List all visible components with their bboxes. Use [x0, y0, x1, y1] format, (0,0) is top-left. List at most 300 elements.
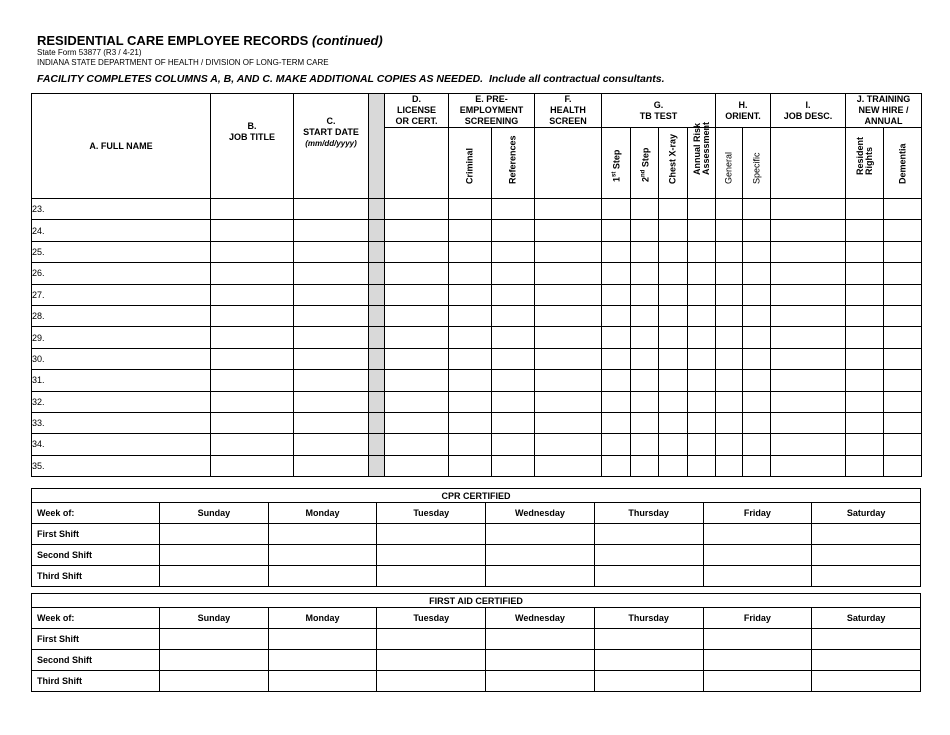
entry-cell[interactable]	[846, 370, 884, 391]
entry-cell[interactable]	[211, 455, 294, 476]
entry-cell[interactable]	[688, 391, 716, 412]
cpr-entry-cell[interactable]	[160, 524, 269, 545]
first-aid-entry-cell[interactable]	[594, 650, 703, 671]
first-aid-entry-cell[interactable]	[268, 671, 377, 692]
entry-cell[interactable]	[385, 455, 449, 476]
entry-cell[interactable]	[294, 412, 369, 433]
entry-cell[interactable]	[449, 220, 492, 241]
entry-cell[interactable]	[602, 263, 631, 284]
row-number[interactable]: 33.	[32, 412, 211, 433]
entry-cell[interactable]	[492, 370, 535, 391]
entry-cell[interactable]	[492, 327, 535, 348]
entry-cell[interactable]	[535, 455, 602, 476]
entry-cell[interactable]	[449, 241, 492, 262]
cpr-shift-row	[32, 524, 921, 545]
first-aid-certified-table	[31, 593, 921, 692]
col-g-line1: TB TEST	[639, 110, 678, 121]
entry-cell[interactable]	[385, 263, 449, 284]
entry-cell[interactable]	[716, 370, 743, 391]
entry-cell[interactable]	[211, 220, 294, 241]
entry-cell[interactable]	[846, 241, 884, 262]
entry-cell[interactable]	[743, 370, 771, 391]
entry-cell[interactable]	[535, 412, 602, 433]
col-d-line1: LICENSE	[396, 105, 436, 115]
entry-cell[interactable]	[688, 327, 716, 348]
cpr-shift-label: Third Shift	[32, 566, 160, 587]
col-e-line1: E. PRE-	[475, 94, 508, 104]
col-e-line2: EMPLOYMENT	[459, 105, 524, 115]
entry-cell[interactable]	[688, 412, 716, 433]
entry-cell[interactable]	[535, 263, 602, 284]
entry-cell[interactable]	[492, 305, 535, 326]
gray-separator-cell	[369, 412, 385, 433]
entry-cell[interactable]	[631, 455, 659, 476]
entry-cell[interactable]	[492, 455, 535, 476]
first-aid-days-row	[32, 608, 921, 629]
entry-cell[interactable]	[602, 199, 631, 220]
cpr-days-row	[32, 503, 921, 524]
entry-cell[interactable]	[688, 305, 716, 326]
entry-cell[interactable]	[602, 241, 631, 262]
first-aid-entry-cell[interactable]	[703, 671, 812, 692]
entry-cell[interactable]	[743, 220, 771, 241]
entry-cell[interactable]	[211, 263, 294, 284]
entry-cell[interactable]	[846, 199, 884, 220]
cpr-entry-cell[interactable]	[812, 545, 921, 566]
first-aid-day-tuesday: Tuesday	[377, 608, 486, 629]
entry-cell[interactable]	[659, 370, 688, 391]
entry-cell[interactable]	[716, 327, 743, 348]
entry-cell[interactable]	[659, 348, 688, 369]
col-d-header	[385, 94, 449, 128]
row-number[interactable]: 25.	[32, 241, 211, 262]
entry-cell[interactable]	[743, 241, 771, 262]
entry-cell[interactable]	[631, 284, 659, 305]
first-aid-entry-cell[interactable]	[486, 671, 595, 692]
entry-cell[interactable]	[884, 220, 922, 241]
col-b-label: JOB TITLE	[228, 132, 275, 142]
entry-cell[interactable]	[884, 348, 922, 369]
entry-cell[interactable]	[449, 327, 492, 348]
entry-cell[interactable]	[716, 348, 743, 369]
entry-cell[interactable]	[385, 305, 449, 326]
row-number[interactable]: 30.	[32, 348, 211, 369]
entry-cell[interactable]	[631, 412, 659, 433]
entry-cell[interactable]	[688, 370, 716, 391]
entry-cell[interactable]	[535, 241, 602, 262]
col-h-specific-label: Specific	[751, 152, 761, 184]
entry-cell[interactable]	[535, 327, 602, 348]
cpr-shift-row	[32, 545, 921, 566]
entry-cell[interactable]	[492, 220, 535, 241]
entry-cell[interactable]	[743, 348, 771, 369]
entry-cell[interactable]	[492, 412, 535, 433]
entry-cell[interactable]	[492, 348, 535, 369]
entry-cell[interactable]	[535, 391, 602, 412]
table-row	[32, 220, 922, 241]
first-aid-entry-cell[interactable]	[160, 671, 269, 692]
entry-cell[interactable]	[884, 327, 922, 348]
entry-cell[interactable]	[631, 327, 659, 348]
entry-cell[interactable]	[211, 199, 294, 220]
first-aid-entry-cell[interactable]	[160, 650, 269, 671]
entry-cell[interactable]	[492, 391, 535, 412]
entry-cell[interactable]	[449, 434, 492, 455]
first-aid-entry-cell[interactable]	[377, 629, 486, 650]
entry-cell[interactable]	[688, 263, 716, 284]
entry-cell[interactable]	[492, 263, 535, 284]
col-j-dementia	[884, 128, 922, 199]
entry-cell[interactable]	[492, 241, 535, 262]
entry-cell[interactable]	[631, 434, 659, 455]
entry-cell[interactable]	[771, 455, 846, 476]
entry-cell[interactable]	[743, 263, 771, 284]
entry-cell[interactable]	[884, 455, 922, 476]
entry-cell[interactable]	[884, 199, 922, 220]
entry-cell[interactable]	[884, 370, 922, 391]
entry-cell[interactable]	[716, 434, 743, 455]
cpr-entry-cell[interactable]	[377, 524, 486, 545]
entry-cell[interactable]	[716, 241, 743, 262]
first-aid-entry-cell[interactable]	[703, 629, 812, 650]
entry-cell[interactable]	[688, 455, 716, 476]
entry-cell[interactable]	[385, 434, 449, 455]
row-number[interactable]: 24.	[32, 220, 211, 241]
col-a-header	[32, 94, 211, 199]
entry-cell[interactable]	[535, 434, 602, 455]
entry-cell[interactable]	[771, 391, 846, 412]
cpr-entry-cell[interactable]	[594, 545, 703, 566]
entry-cell[interactable]	[294, 199, 369, 220]
form-number: State Form 53877 (R3 / 4-21)	[37, 48, 142, 57]
entry-cell[interactable]	[294, 327, 369, 348]
entry-cell[interactable]	[884, 284, 922, 305]
first-aid-shift-row	[32, 629, 921, 650]
cpr-entry-cell[interactable]	[594, 566, 703, 587]
entry-cell[interactable]	[385, 199, 449, 220]
cpr-entry-cell[interactable]	[268, 566, 377, 587]
first-aid-entry-cell[interactable]	[268, 629, 377, 650]
entry-cell[interactable]	[385, 370, 449, 391]
entry-cell[interactable]	[846, 412, 884, 433]
row-number[interactable]: 35.	[32, 455, 211, 476]
entry-cell[interactable]	[631, 391, 659, 412]
cpr-entry-cell[interactable]	[268, 545, 377, 566]
entry-cell[interactable]	[771, 220, 846, 241]
entry-cell[interactable]	[688, 434, 716, 455]
col-e-criminal	[449, 128, 492, 199]
entry-cell[interactable]	[294, 348, 369, 369]
col-i-sub	[771, 128, 846, 199]
entry-cell[interactable]	[385, 412, 449, 433]
entry-cell[interactable]	[449, 412, 492, 433]
entry-cell[interactable]	[743, 434, 771, 455]
cpr-entry-cell[interactable]	[160, 545, 269, 566]
col-e-criminal-label: Criminal	[464, 147, 475, 184]
entry-cell[interactable]	[294, 284, 369, 305]
row-number[interactable]: 26.	[32, 263, 211, 284]
cpr-entry-cell[interactable]	[486, 566, 595, 587]
entry-cell[interactable]	[385, 220, 449, 241]
entry-cell[interactable]	[688, 348, 716, 369]
entry-cell[interactable]	[631, 199, 659, 220]
col-i-header	[771, 94, 846, 128]
entry-cell[interactable]	[659, 455, 688, 476]
gray-separator-cell	[369, 199, 385, 220]
entry-cell[interactable]	[743, 412, 771, 433]
entry-cell[interactable]	[688, 199, 716, 220]
entry-cell[interactable]	[211, 391, 294, 412]
entry-cell[interactable]	[211, 434, 294, 455]
first-aid-entry-cell[interactable]	[486, 650, 595, 671]
col-d-letter: D.	[412, 94, 421, 104]
row-number[interactable]: 34.	[32, 434, 211, 455]
entry-cell[interactable]	[716, 284, 743, 305]
first-aid-entry-cell[interactable]	[377, 650, 486, 671]
table-row	[32, 263, 922, 284]
entry-cell[interactable]	[535, 370, 602, 391]
entry-cell[interactable]	[716, 263, 743, 284]
entry-cell[interactable]	[884, 434, 922, 455]
entry-cell[interactable]	[846, 348, 884, 369]
entry-cell[interactable]	[884, 241, 922, 262]
entry-cell[interactable]	[449, 370, 492, 391]
first-aid-entry-cell[interactable]	[703, 650, 812, 671]
first-aid-entry-cell[interactable]	[160, 629, 269, 650]
entry-cell[interactable]	[385, 241, 449, 262]
entry-cell[interactable]	[294, 241, 369, 262]
entry-cell[interactable]	[659, 199, 688, 220]
entry-cell[interactable]	[602, 327, 631, 348]
first-aid-entry-cell[interactable]	[594, 671, 703, 692]
entry-cell[interactable]	[743, 284, 771, 305]
table-row	[32, 305, 922, 326]
entry-cell[interactable]	[846, 455, 884, 476]
entry-cell[interactable]	[294, 455, 369, 476]
entry-cell[interactable]	[211, 412, 294, 433]
cpr-entry-cell[interactable]	[703, 566, 812, 587]
entry-cell[interactable]	[602, 370, 631, 391]
gray-separator-cell	[369, 455, 385, 476]
entry-cell[interactable]	[211, 348, 294, 369]
entry-cell[interactable]	[659, 220, 688, 241]
entry-cell[interactable]	[716, 412, 743, 433]
entry-cell[interactable]	[211, 370, 294, 391]
entry-cell[interactable]	[492, 434, 535, 455]
entry-cell[interactable]	[884, 305, 922, 326]
entry-cell[interactable]	[884, 412, 922, 433]
entry-cell[interactable]	[449, 391, 492, 412]
entry-cell[interactable]	[385, 327, 449, 348]
cpr-day-thursday: Thursday	[594, 503, 703, 524]
entry-cell[interactable]	[385, 348, 449, 369]
first-aid-entry-cell[interactable]	[268, 650, 377, 671]
entry-cell[interactable]	[846, 327, 884, 348]
entry-cell[interactable]	[716, 199, 743, 220]
cpr-entry-cell[interactable]	[377, 566, 486, 587]
row-number[interactable]: 31.	[32, 370, 211, 391]
row-number[interactable]: 29.	[32, 327, 211, 348]
entry-cell[interactable]	[602, 348, 631, 369]
entry-cell[interactable]	[449, 348, 492, 369]
entry-cell[interactable]	[294, 391, 369, 412]
entry-cell[interactable]	[846, 284, 884, 305]
entry-cell[interactable]	[211, 327, 294, 348]
cpr-entry-cell[interactable]	[812, 566, 921, 587]
entry-cell[interactable]	[659, 434, 688, 455]
entry-cell[interactable]	[846, 391, 884, 412]
entry-cell[interactable]	[294, 370, 369, 391]
entry-cell[interactable]	[602, 391, 631, 412]
row-number[interactable]: 23.	[32, 199, 211, 220]
entry-cell[interactable]	[846, 263, 884, 284]
entry-cell[interactable]	[659, 241, 688, 262]
cpr-entry-cell[interactable]	[594, 524, 703, 545]
entry-cell[interactable]	[602, 434, 631, 455]
first-aid-entry-cell[interactable]	[812, 650, 921, 671]
entry-cell[interactable]	[631, 305, 659, 326]
entry-cell[interactable]	[743, 327, 771, 348]
cpr-shift-row	[32, 566, 921, 587]
entry-cell[interactable]	[492, 199, 535, 220]
entry-cell[interactable]	[771, 370, 846, 391]
row-number[interactable]: 28.	[32, 305, 211, 326]
entry-cell[interactable]	[535, 348, 602, 369]
entry-cell[interactable]	[771, 348, 846, 369]
entry-cell[interactable]	[771, 305, 846, 326]
entry-cell[interactable]	[659, 284, 688, 305]
entry-cell[interactable]	[449, 455, 492, 476]
entry-cell[interactable]	[602, 220, 631, 241]
entry-cell[interactable]	[449, 284, 492, 305]
entry-cell[interactable]	[659, 305, 688, 326]
entry-cell[interactable]	[771, 241, 846, 262]
entry-cell[interactable]	[743, 199, 771, 220]
entry-cell[interactable]	[659, 391, 688, 412]
entry-cell[interactable]	[211, 305, 294, 326]
col-d-sub	[385, 128, 449, 199]
col-i-line1: JOB DESC.	[783, 110, 833, 121]
cpr-day-monday: Monday	[268, 503, 377, 524]
cpr-entry-cell[interactable]	[703, 524, 812, 545]
entry-cell[interactable]	[492, 284, 535, 305]
entry-cell[interactable]	[535, 199, 602, 220]
cpr-day-wednesday: Wednesday	[486, 503, 595, 524]
entry-cell[interactable]	[771, 412, 846, 433]
cpr-entry-cell[interactable]	[486, 545, 595, 566]
entry-cell[interactable]	[631, 263, 659, 284]
g4-line1: Annual Risk	[691, 122, 702, 175]
cpr-entry-cell[interactable]	[377, 545, 486, 566]
first-aid-entry-cell[interactable]	[812, 629, 921, 650]
entry-cell[interactable]	[771, 327, 846, 348]
entry-cell[interactable]	[385, 391, 449, 412]
entry-cell[interactable]	[688, 220, 716, 241]
entry-cell[interactable]	[743, 455, 771, 476]
first-aid-caption: FIRST AID CERTIFIED	[32, 594, 921, 608]
gray-separator-cell	[369, 263, 385, 284]
entry-cell[interactable]	[743, 391, 771, 412]
entry-cell[interactable]	[631, 220, 659, 241]
row-number[interactable]: 32.	[32, 391, 211, 412]
entry-cell[interactable]	[659, 263, 688, 284]
entry-cell[interactable]	[846, 220, 884, 241]
entry-cell[interactable]	[716, 305, 743, 326]
cpr-entry-cell[interactable]	[160, 566, 269, 587]
entry-cell[interactable]	[602, 455, 631, 476]
cpr-entry-cell[interactable]	[812, 524, 921, 545]
col-e-line3: SCREENING	[464, 116, 519, 126]
entry-cell[interactable]	[294, 263, 369, 284]
entry-cell[interactable]	[716, 391, 743, 412]
form-title-text: RESIDENTIAL CARE EMPLOYEE RECORDS	[37, 33, 309, 48]
entry-cell[interactable]	[771, 434, 846, 455]
entry-cell[interactable]	[884, 263, 922, 284]
entry-cell[interactable]	[535, 220, 602, 241]
entry-cell[interactable]	[449, 263, 492, 284]
entry-cell[interactable]	[602, 305, 631, 326]
entry-cell[interactable]	[771, 284, 846, 305]
gray-separator-cell	[369, 327, 385, 348]
table-row	[32, 284, 922, 305]
col-f-sub	[535, 128, 602, 199]
cpr-caption: CPR CERTIFIED	[32, 489, 921, 503]
entry-cell[interactable]	[716, 220, 743, 241]
entry-cell[interactable]	[716, 455, 743, 476]
entry-cell[interactable]	[688, 284, 716, 305]
entry-cell[interactable]	[688, 241, 716, 262]
col-h-line1: ORIENT.	[725, 110, 761, 121]
cpr-entry-cell[interactable]	[486, 524, 595, 545]
entry-cell[interactable]	[211, 241, 294, 262]
first-aid-entry-cell[interactable]	[377, 671, 486, 692]
first-aid-shift-label: First Shift	[32, 629, 160, 650]
entry-cell[interactable]	[771, 199, 846, 220]
entry-cell[interactable]	[884, 391, 922, 412]
entry-cell[interactable]	[602, 412, 631, 433]
entry-cell[interactable]	[602, 284, 631, 305]
first-aid-entry-cell[interactable]	[594, 629, 703, 650]
g4-line2: Assessment	[700, 121, 711, 175]
entry-cell[interactable]	[631, 241, 659, 262]
entry-cell[interactable]	[535, 284, 602, 305]
entry-cell[interactable]	[743, 305, 771, 326]
first-aid-entry-cell[interactable]	[486, 629, 595, 650]
cpr-entry-cell[interactable]	[268, 524, 377, 545]
entry-cell[interactable]	[846, 434, 884, 455]
entry-cell[interactable]	[385, 284, 449, 305]
entry-cell[interactable]	[449, 199, 492, 220]
entry-cell[interactable]	[211, 284, 294, 305]
entry-cell[interactable]	[659, 327, 688, 348]
entry-cell[interactable]	[294, 434, 369, 455]
entry-cell[interactable]	[659, 412, 688, 433]
entry-cell[interactable]	[294, 220, 369, 241]
col-j-header	[846, 94, 922, 128]
entry-cell[interactable]	[535, 305, 602, 326]
cpr-entry-cell[interactable]	[703, 545, 812, 566]
entry-cell[interactable]	[846, 305, 884, 326]
entry-cell[interactable]	[449, 305, 492, 326]
row-number[interactable]: 27.	[32, 284, 211, 305]
entry-cell[interactable]	[631, 348, 659, 369]
col-c-letter: C.	[326, 115, 336, 126]
first-aid-entry-cell[interactable]	[812, 671, 921, 692]
entry-cell[interactable]	[771, 263, 846, 284]
entry-cell[interactable]	[631, 370, 659, 391]
cpr-day-friday: Friday	[703, 503, 812, 524]
entry-cell[interactable]	[294, 305, 369, 326]
